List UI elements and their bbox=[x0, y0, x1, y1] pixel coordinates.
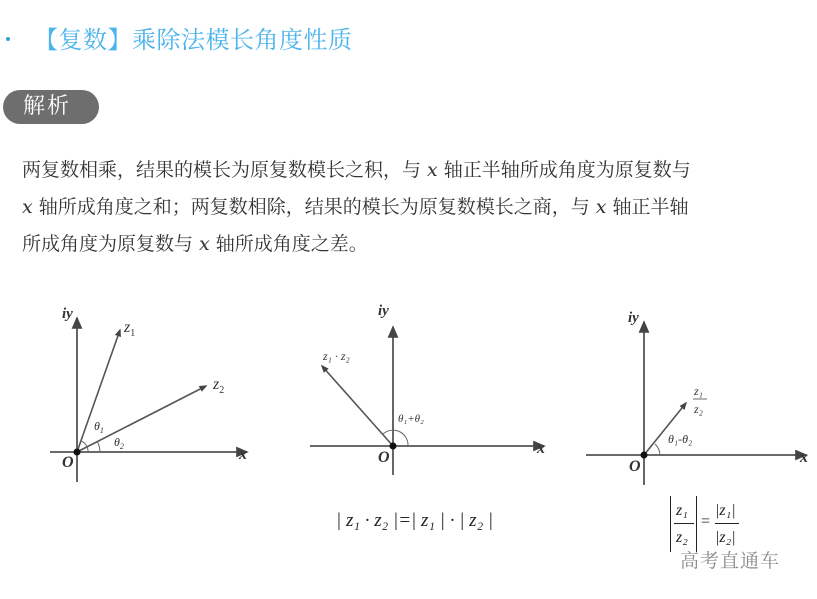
analysis-badge: 解析 bbox=[3, 90, 99, 124]
z1-label: $z_1$ bbox=[124, 319, 136, 339]
y-axis-label: iy bbox=[62, 306, 73, 322]
origin-dot-3 bbox=[641, 452, 648, 459]
z2-label: $z_2$ bbox=[213, 376, 225, 396]
watermark: 高考直通车 bbox=[680, 550, 781, 572]
angle-arc-theta1 bbox=[81, 441, 88, 452]
origin-dot bbox=[74, 449, 81, 456]
y-axis-label-2: iy bbox=[378, 303, 389, 319]
theta1-label: $\theta_1$ bbox=[94, 419, 104, 435]
paragraph-line-3: 所成角度为原复数与 x 轴所成角度之差。 bbox=[22, 233, 368, 255]
x-axis-label: x bbox=[239, 446, 247, 463]
page-title: 【复数】乘除法模长角度性质 bbox=[34, 26, 353, 54]
origin-label: O bbox=[62, 454, 74, 471]
vector-quotient bbox=[644, 403, 686, 455]
x-axis-label-3: x bbox=[800, 449, 808, 466]
paragraph-line-1: 两复数相乘，结果的模长为原复数模长之积，与 x 轴正半轴所成角度为原复数与 bbox=[22, 159, 691, 181]
abs-bar-right bbox=[696, 496, 697, 552]
origin-label-3: O bbox=[629, 458, 641, 475]
theta2-label: $\theta_2$ bbox=[114, 435, 124, 451]
diff-angle-label: θ₁-θ₂ bbox=[668, 432, 693, 446]
angle-arc-theta2 bbox=[97, 441, 100, 452]
quotient-numerator-label: z₁ bbox=[694, 384, 703, 398]
angle-arc-diff bbox=[655, 444, 660, 455]
vector-product bbox=[322, 366, 393, 446]
quotient-modulus-formula: z₁ z₂ = |z₁| |z₂| bbox=[668, 496, 748, 554]
y-axis-label-3: iy bbox=[628, 310, 639, 326]
sum-angle-label: θ₁+θ₂ bbox=[398, 413, 424, 425]
fraction-bar-right bbox=[715, 523, 739, 524]
x-axis-label-2: x bbox=[537, 440, 545, 457]
origin-dot-2 bbox=[390, 443, 397, 450]
abs-bar-left bbox=[670, 496, 671, 552]
fraction-bar-left bbox=[674, 523, 694, 524]
quotient-denominator-label: z₂ bbox=[694, 402, 703, 416]
product-vector-label: z₁ · z₂ bbox=[323, 349, 350, 363]
product-modulus-formula: | z₁ · z₂ |=| z₁ | · | z₂ | bbox=[336, 510, 494, 531]
origin-label-2: O bbox=[378, 449, 390, 466]
paragraph-line-2: x 轴所成角度之和；两复数相除，结果的模长为原复数模长之商，与 x 轴正半轴 bbox=[22, 196, 689, 218]
